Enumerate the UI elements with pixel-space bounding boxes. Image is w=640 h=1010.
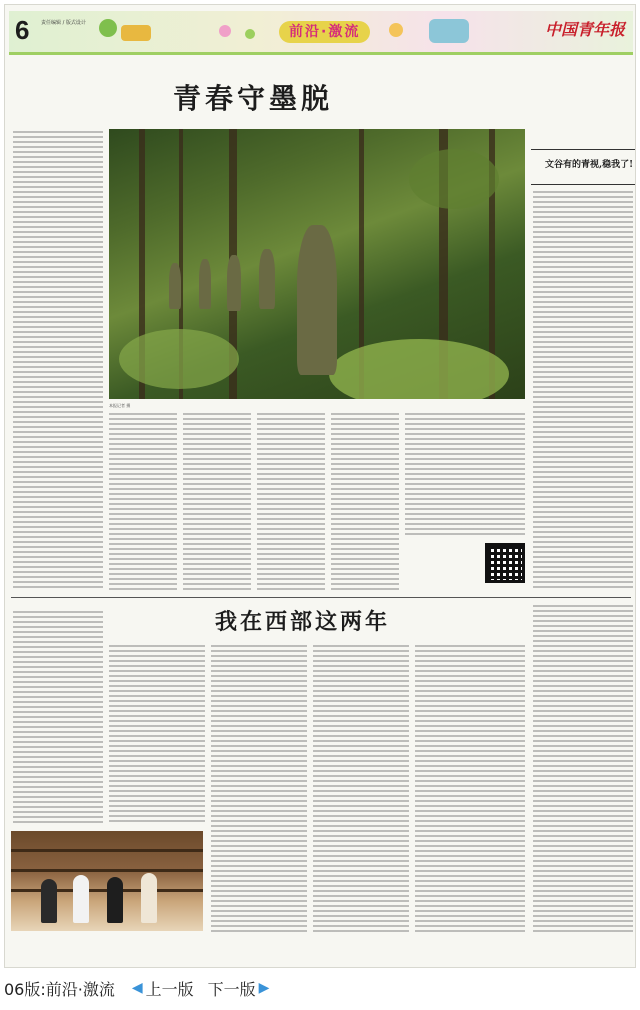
article-text-column [313, 645, 409, 935]
page-number: 6 [15, 15, 30, 45]
article-text-column [415, 645, 525, 935]
flower-icon [389, 23, 403, 37]
tree-icon [99, 19, 117, 37]
dateline: 责任编辑 / 版式设计 [41, 20, 86, 26]
article-text-column [211, 645, 307, 935]
flower-icon [219, 25, 231, 37]
page-navigation [0, 970, 640, 1006]
article-text-column [257, 413, 325, 591]
qr-code [485, 543, 525, 583]
newspaper-logo: 中国青年报 [544, 20, 625, 39]
prev-page-label: 上一版 [145, 979, 194, 999]
article-text-column [405, 413, 525, 537]
article-text-column [109, 413, 177, 591]
edition-label: 06版:前沿·激流 [4, 979, 115, 999]
tent-icon [121, 25, 151, 41]
flower-icon [245, 29, 255, 39]
next-page-label: 下一版 [207, 979, 256, 999]
next-page-link[interactable] [208, 977, 273, 1000]
prev-page-link[interactable] [129, 977, 194, 1000]
article-text-column [183, 413, 251, 591]
figure-icon [429, 19, 469, 43]
article-photo [11, 831, 203, 931]
section-banner: 前沿·激流 [279, 21, 370, 43]
sidebar-text-column [533, 191, 633, 591]
article-text-column [13, 131, 103, 591]
article-text-column [109, 645, 205, 823]
arrow-left-icon: ◀ [131, 980, 143, 996]
arrow-right-icon: ▶ [258, 980, 270, 996]
photo-caption: 本报记者 摄 [109, 403, 131, 408]
article-headline: 我在西部这两年 [215, 609, 391, 635]
article-photo [109, 129, 525, 399]
sidebar-title: 文谷有的青视,稳我了! [545, 160, 634, 170]
newspaper-page [4, 4, 636, 968]
sidebar-text-column [533, 605, 633, 935]
article-text-column [13, 611, 103, 823]
section-divider [11, 597, 631, 598]
article-text-column [331, 413, 399, 591]
masthead [9, 11, 633, 55]
article-headline: 青春守墨脱 [173, 82, 334, 115]
